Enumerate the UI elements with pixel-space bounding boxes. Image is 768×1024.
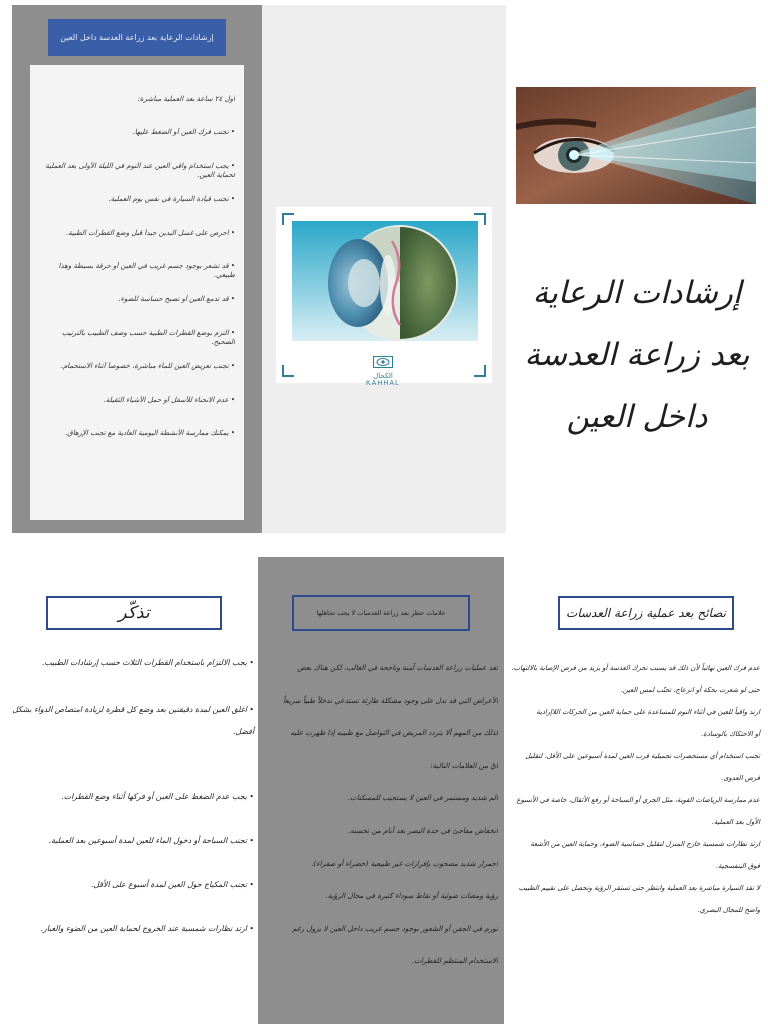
remember-item: • تجنب السباحة أو دخول الماء للعين لمدة أسبوعين بعد العملية. [12,830,254,874]
tips-line: واضح للمجال البصري. [697,906,760,914]
cover-title-line: بعد زراعة العدسة [524,337,750,373]
instruction-item: • تجنب قيادة السيارة في نفس يوم العملية. [108,195,235,204]
instruction-item: • يمكنك ممارسة الأنشطة اليومية العادية مع تجنب الإرهاق. [65,428,235,437]
tips-text [508,657,760,921]
tips-line: عدم ممارسة الرياضات القوية، مثل الجري أو السباحة أو رفع الأثقال، خاصة في الأسبوع [516,796,760,804]
tips-line: ارتد واقياً للعين في أثناء النوم للمساعدة على حماية العين من الحركات اللاإرادية [536,708,760,716]
lens-illustration-frame [276,207,492,387]
danger-line: رؤية ومضات ضوئية أو نقاط سوداء كثيرة في مجال الرؤية. [325,891,498,901]
remember-heading: تذكّر [46,596,222,630]
frame-corner [282,365,294,377]
tips-line: الأول بعد العملية. [711,818,760,826]
remember-item: • يجب الالتزام باستخدام القطرات الثلاث حسب إرشادات الطبيب. [12,652,254,699]
clinic-logo [359,353,407,387]
tips-line: عدم فرك العين نهائياً لأن ذلك قد يسبب تحرك العدسة أو يزيد من فرص الإصابة بالالتهاب، [511,664,760,672]
tips-heading: نصائح بعد عملية زراعة العدسات [558,596,734,630]
instructions-title: إرشادات الرعاية بعد زراعة العدسة داخل العين [48,19,226,56]
danger-line: أيٌ من العلامات التالية: [430,760,498,770]
danger-line: الاستخدام المنتظم للقطرات. [411,956,498,966]
danger-line: الأعراض التي قد تدل على وجود مشكلة طارئة تستدعي تدخلاً طبياً سريعاً [283,695,498,705]
frame-corner [474,365,486,377]
tips-line: تجنب استخدام أي مستحضرات تجميلية قرب العين لمدة أسبوعين على الأقل، لتقليل [525,752,760,760]
danger-signs-text [266,661,498,987]
eye-laser-photo [516,87,756,204]
remember-item: • ارتد نظارات شمسية عند الخروج لحماية العين من الضوء والغبار. [12,918,254,940]
instruction-item: • قد تدمع العين أو تصبح حساسة للضوء. [118,295,235,304]
danger-signs-heading: علامات خطر بعد زراعة العدسات لا يجب تجاهلها [292,595,470,631]
danger-line: تُعد عمليات زراعة العدسات آمنة وناجحة في الغالب، لكن هناك بعض [297,663,498,672]
instructions-panel [12,5,262,533]
tips-line: حتى لو شعرت بحكة أو انزعاج، تجنّب لمس العين. [620,686,760,694]
instruction-item: • تجنب تعريض العين للماء مباشرة، خصوصاً أثناء الاستحمام. [60,362,235,371]
logo-latin: KAHHAL [365,380,400,387]
instruction-item: • تجنب فرك العين أو الضغط عليها. [132,128,235,137]
eye-lens-illustration [292,221,478,341]
tips-line: ارتد نظارات شمسية خارج المنزل لتقليل حساسية الضوء، وحماية العين من الأشعة [530,840,760,848]
instruction-item: أول ٢٤ ساعة بعد العملية مباشرة: [137,95,235,103]
remember-item: • يجب عدم الضغط على العين أو فركها أثناء وضع القطرات. [12,786,254,830]
danger-line: لذلك من المهم ألا يتردد المريض في التواصل مع طبيبه إذا ظهرت عليه [290,728,498,738]
instruction-item: • عدم الانحناء للأسفل أو حمل الأشياء الثقيلة. [103,395,235,404]
danger-line: تورم في الجفن أو الشعور بوجود جسم غريب داخل العين لا يزول رغم [292,923,498,933]
illustration-panel [262,5,506,533]
cover-title-line: إرشادات الرعاية [532,275,742,311]
eye-logo-icon [373,356,393,368]
instruction-item: • التزم بوضع القطرات الطبية حسب وصف الطبيب بالترتيب الصحيح. [61,328,235,346]
remember-list [12,652,254,940]
danger-line: ألم شديد ومستمر في العين لا يستجيب للمسكنات. [347,793,498,803]
logo-arabic: الكحال [373,373,393,380]
instruction-item: • احرص على غسل اليدين جيداً قبل وضع القطرات الطبية. [65,228,235,237]
instruction-item: • يجب استخدام واقي العين عند النوم في الليلة الأولى بعد العملية لحماية العين. [45,161,235,179]
remember-item: • اغلق العين لمدة دقيقتين بعد وضع كل قطرة لزيادة امتصاص الدواء بشكل أفضل. [12,699,254,786]
cover-title [512,262,762,448]
tips-line: فرص العدوى. [721,774,760,782]
cover-title-line: داخل العين [566,399,708,435]
instructions-card [30,65,244,520]
danger-signs-panel [258,557,504,1024]
danger-line: انخفاض مفاجئ في حدة البصر بعد أيام من تحسنه. [347,825,498,835]
tips-line: أو الاحتكاك بالوسادة. [701,730,760,738]
remember-item: • تجنب المكياج حول العين لمدة أسبوع على الأقل. [12,874,254,918]
tips-line: لا تقد السيارة مباشرة بعد العملية وانتظر حتى تستقر الرؤية وتحصل على تقييم الطبيب [518,884,760,892]
tips-line: فوق البنفسجية. [715,862,760,870]
danger-line: احمرار شديد مصحوب بإفرازات غير طبيعية (خضراء أو صفراء). [311,858,498,868]
instruction-item: • قد تشعر بوجود جسم غريب في العين أو حرقة بسيطة وهذا طبيعي. [58,261,235,280]
